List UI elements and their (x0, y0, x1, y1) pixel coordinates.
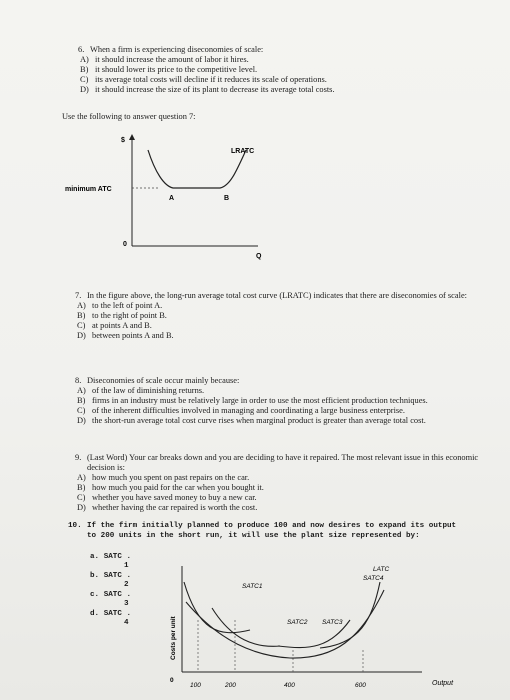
option-letter: D) (77, 503, 86, 512)
option-letter: B) (77, 396, 86, 405)
option-letter: C) (77, 493, 86, 502)
question-stem: Diseconomies of scale occur mainly because: (87, 376, 240, 385)
option-text: its average total costs will decline if it reduces its scale of operations. (95, 75, 327, 84)
option-text: whether having the car repaired is worth the cost. (92, 503, 258, 512)
question-stem: When a firm is experiencing diseconomies of scale: (90, 45, 264, 54)
option-text: of the law of diminishing returns. (92, 386, 205, 395)
curve-label-lratc: LRATC (231, 148, 255, 155)
y-axis-label: Costs per unit (170, 616, 177, 660)
option-text: SATC (103, 610, 122, 618)
option-letter: b. (90, 572, 100, 580)
lratc-curve (148, 150, 246, 188)
option-text: it should increase the amount of labor it hires. (95, 55, 249, 64)
option-text: of the inherent difficulties involved in managing and coordinating a large business enterprise. (92, 406, 405, 415)
answer-option[interactable] (75, 311, 495, 321)
answer-option[interactable] (75, 396, 500, 406)
option-text: SATC (103, 591, 122, 599)
question-7 (75, 291, 495, 341)
question-9 (75, 453, 500, 513)
question-number: 9. (75, 453, 82, 462)
x-axis-label: Output (432, 680, 454, 687)
option-text: SATC (103, 553, 122, 561)
option-letter: A) (77, 473, 86, 482)
answer-option[interactable]: c. SATC . 3 (90, 590, 160, 609)
question-10 (68, 521, 463, 541)
option-text: the short-run average total cost curve rises when marginal product is greater than average total cost. (92, 416, 426, 425)
option-text: how much you paid for the car when you bought it. (92, 483, 264, 492)
answer-option[interactable] (78, 75, 478, 85)
y-axis-arrow (129, 134, 135, 140)
answer-option[interactable] (75, 386, 500, 396)
option-letter: a. (90, 553, 100, 561)
x-tick-100: 100 (190, 682, 201, 689)
answer-option[interactable] (78, 85, 478, 95)
origin-label: 0 (123, 241, 127, 248)
answer-option[interactable] (75, 493, 500, 503)
satc3-label: SATC3 (322, 619, 343, 626)
satc2-curve (212, 608, 280, 646)
question-stem: (Last Word) Your car breaks down and you are deciding to have it repaired. The most relevant issue in this economic decision is: (87, 453, 479, 472)
question-stem: In the figure above, the long-run average total cost curve (LRATC) indicates that there are diseconomies of scale: (87, 291, 467, 300)
x-axis-label: Q (256, 253, 262, 260)
origin-label: 0 (170, 677, 174, 684)
option-subscript: 3 (124, 600, 129, 608)
latc-curve (186, 590, 384, 658)
minimum-atc-label: minimum ATC (65, 186, 112, 193)
figure-instruction: Use the following to answer question 7: (62, 112, 196, 121)
answer-option[interactable] (75, 406, 500, 416)
option-letter: A) (80, 55, 89, 64)
option-text: how much you spent on past repairs on the car. (92, 473, 250, 482)
option-letter: d. (90, 610, 100, 618)
answer-option[interactable] (75, 321, 495, 331)
point-b-label: B (224, 195, 230, 202)
answer-option[interactable] (75, 301, 495, 311)
option-letter: C) (80, 75, 89, 84)
satc2-label: SATC2 (287, 619, 308, 626)
option-text: at points A and B. (92, 321, 152, 330)
option-text: it should increase the size of its plant to decrease its average total costs. (95, 85, 335, 94)
option-letter: C) (77, 321, 86, 330)
option-subscript: 2 (124, 581, 129, 589)
satc-latc-figure (160, 560, 480, 695)
lratc-figure (60, 128, 360, 263)
answer-option[interactable]: d. SATC . 4 (90, 609, 160, 628)
y-axis-label: $ (121, 137, 125, 144)
x-tick-400: 400 (284, 682, 295, 689)
answer-option[interactable] (75, 416, 500, 426)
option-text: whether you have saved money to buy a new car. (92, 493, 257, 502)
question-number: 10. (68, 522, 82, 530)
satc4-label: SATC4 (363, 575, 384, 582)
x-tick-600: 600 (355, 682, 366, 689)
x-tick-200: 200 (225, 682, 236, 689)
option-text: between points A and B. (92, 331, 174, 340)
answer-option[interactable] (75, 473, 500, 483)
option-letter: D) (77, 331, 86, 340)
option-letter: D) (80, 85, 89, 94)
question-stem: If the firm initially planned to produce 100 and now desires to expand its output to 200 units in the short run, it will use the plant size represented by: (87, 522, 457, 540)
point-a-label: A (169, 195, 175, 202)
answer-option[interactable] (78, 55, 478, 65)
q10-options (90, 552, 160, 628)
option-subscript: 4 (124, 619, 129, 627)
question-6 (78, 45, 478, 95)
answer-option[interactable] (75, 483, 500, 493)
option-text: to the right of point B. (92, 311, 167, 320)
option-letter: C) (77, 406, 86, 415)
option-text: SATC (103, 572, 122, 580)
option-letter: B) (77, 483, 86, 492)
answer-option[interactable] (75, 503, 500, 513)
option-text: to the left of point A. (92, 301, 163, 310)
question-number: 8. (75, 376, 82, 385)
option-letter: A) (77, 386, 86, 395)
question-8 (75, 376, 500, 426)
option-letter: c. (90, 591, 100, 599)
question-number: 7. (75, 291, 82, 300)
option-text: firms in an industry must be relatively large in order to use the most efficient production techniques. (92, 396, 428, 405)
option-letter: D) (77, 416, 86, 425)
option-text: it should lower its price to the competitive level. (95, 65, 258, 74)
answer-option[interactable] (75, 331, 495, 341)
latc-label: LATC (373, 566, 390, 573)
satc1-label: SATC1 (242, 583, 263, 590)
option-letter: B) (80, 65, 89, 74)
satc4-curve (320, 582, 380, 648)
question-number: 6. (78, 45, 85, 54)
option-letter: A) (77, 301, 86, 310)
answer-option[interactable] (78, 65, 478, 75)
option-subscript: 1 (124, 562, 129, 570)
answer-option[interactable]: b. SATC . 2 (90, 571, 160, 590)
satc1-curve (184, 582, 250, 633)
option-letter: B) (77, 311, 86, 320)
answer-option[interactable]: a. SATC . 1 (90, 552, 160, 571)
